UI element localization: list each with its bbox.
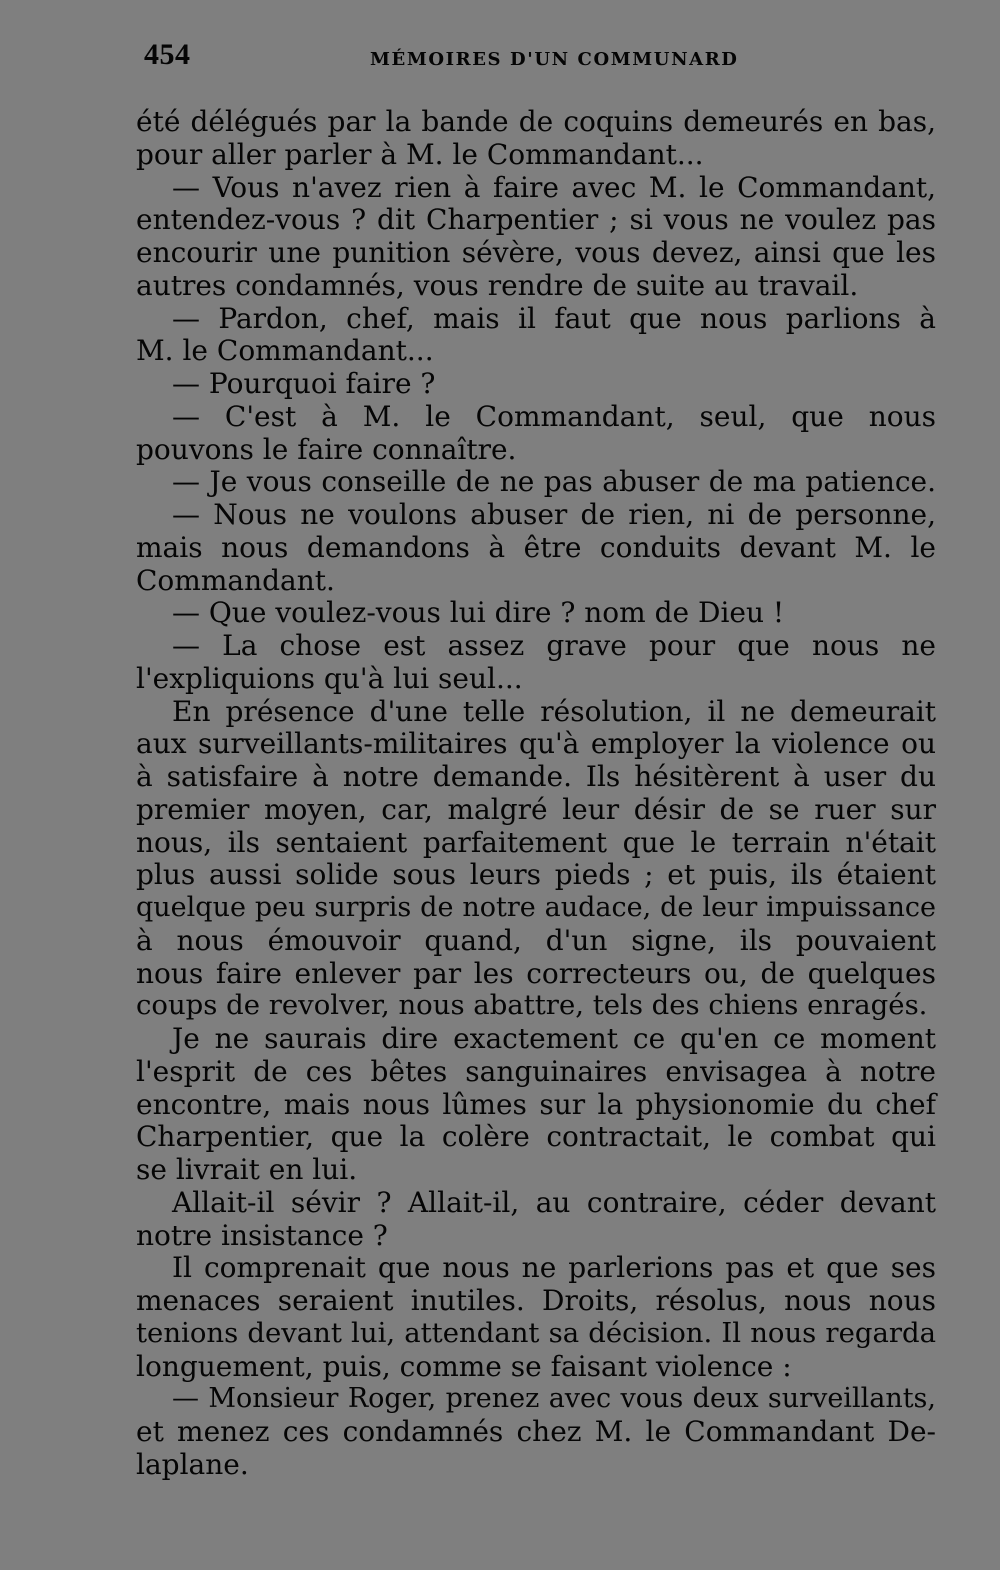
text-line: — Monsieur Roger, prenez avec vous deux surveillants, — [172, 1383, 936, 1415]
text-line: — Nous ne voulons abuser de rien, ni de personne, — [172, 498, 936, 531]
body-text — [136, 105, 936, 1505]
text-line: nous, ils sentaient parfaitement que le terrain n'était — [136, 825, 936, 859]
text-line: notre insistance ? — [136, 1218, 388, 1252]
text-line: à nous émouvoir quand, d'un signe, ils pouvaient — [136, 923, 936, 957]
text-line: encourir une punition sévère, vous devez, ainsi que les — [136, 236, 936, 269]
text-line: pouvons le faire connaître. — [136, 432, 517, 466]
text-line: — Vous n'avez rien à faire avec M. le Commandant, — [172, 170, 936, 204]
text-line: autres condamnés, vous rendre de suite au travail. — [136, 268, 859, 302]
page-number: 454 — [144, 38, 191, 71]
page-header — [140, 38, 935, 82]
text-line: pour aller parler à M. le Commandant... — [136, 137, 704, 171]
text-line: Il comprenait que nous ne parlerions pas et que ses — [172, 1251, 936, 1285]
text-line: l'expliquions qu'à lui seul... — [136, 661, 523, 695]
text-line: l'esprit de ces bêtes sanguinaires envisagea à notre — [136, 1054, 936, 1088]
text-line: — Pardon, chef, mais il faut que nous parlions à — [172, 301, 936, 335]
text-line: — Que voulez-vous lui dire ? nom de Dieu ! — [172, 596, 785, 630]
running-title: MÉMOIRES D'UN COMMUNARD — [370, 49, 739, 70]
text-line: à satisfaire à notre demande. Ils hésitèrent à user du — [136, 760, 936, 793]
text-line: premier moyen, car, malgré leur désir de se ruer sur — [136, 792, 936, 826]
text-line: aux surveillants-militaires qu'à employer la violence ou — [136, 727, 936, 761]
text-line: Je ne saurais dire exactement ce qu'en ce moment — [172, 1022, 936, 1055]
text-line: menaces seraient inutiles. Droits, résolus, nous nous — [136, 1284, 936, 1317]
text-line: plus aussi solide sous leurs pieds ; et puis, ils étaient — [136, 858, 936, 892]
text-line: nous faire enlever par les correcteurs ou, de quelques — [136, 956, 936, 990]
text-line: laplane. — [136, 1447, 249, 1481]
text-line: — La chose est assez grave pour que nous ne — [172, 629, 936, 662]
text-line: se livrait en lui. — [136, 1153, 358, 1186]
text-line: quelque peu surpris de notre audace, de leur impuissance — [136, 892, 936, 923]
text-line: et menez ces condamnés chez M. le Commandant De- — [136, 1415, 936, 1448]
text-line: mais nous demandons à être conduits devant M. le — [136, 530, 936, 564]
text-line: coups de revolver, nous abattre, tels des chiens enragés. — [136, 989, 928, 1022]
text-line: longuement, puis, comme se faisant violence : — [136, 1349, 792, 1383]
text-line: Charpentier, que la colère contractait, le combat qui — [136, 1120, 936, 1154]
text-line: entendez-vous ? dit Charpentier ; si vous ne voulez pas — [136, 203, 936, 237]
text-line: M. le Commandant... — [136, 334, 434, 368]
text-line: tenions devant lui, attendant sa décision. Il nous regarda — [136, 1316, 936, 1349]
text-line: Allait-il sévir ? Allait-il, au contraire, céder devant — [172, 1185, 936, 1219]
text-line: encontre, mais nous lûmes sur la physionomie du chef — [136, 1087, 936, 1121]
text-line: été délégués par la bande de coquins demeurés en bas, — [136, 105, 936, 138]
text-line: En présence d'une telle résolution, il ne demeurait — [172, 694, 936, 728]
text-line: Commandant. — [136, 563, 335, 597]
text-line: — Je vous conseille de ne pas abuser de ma patience. — [172, 465, 936, 499]
text-line: — Pourquoi faire ? — [172, 367, 436, 400]
text-line: — C'est à M. le Commandant, seul, que nous — [172, 399, 936, 433]
